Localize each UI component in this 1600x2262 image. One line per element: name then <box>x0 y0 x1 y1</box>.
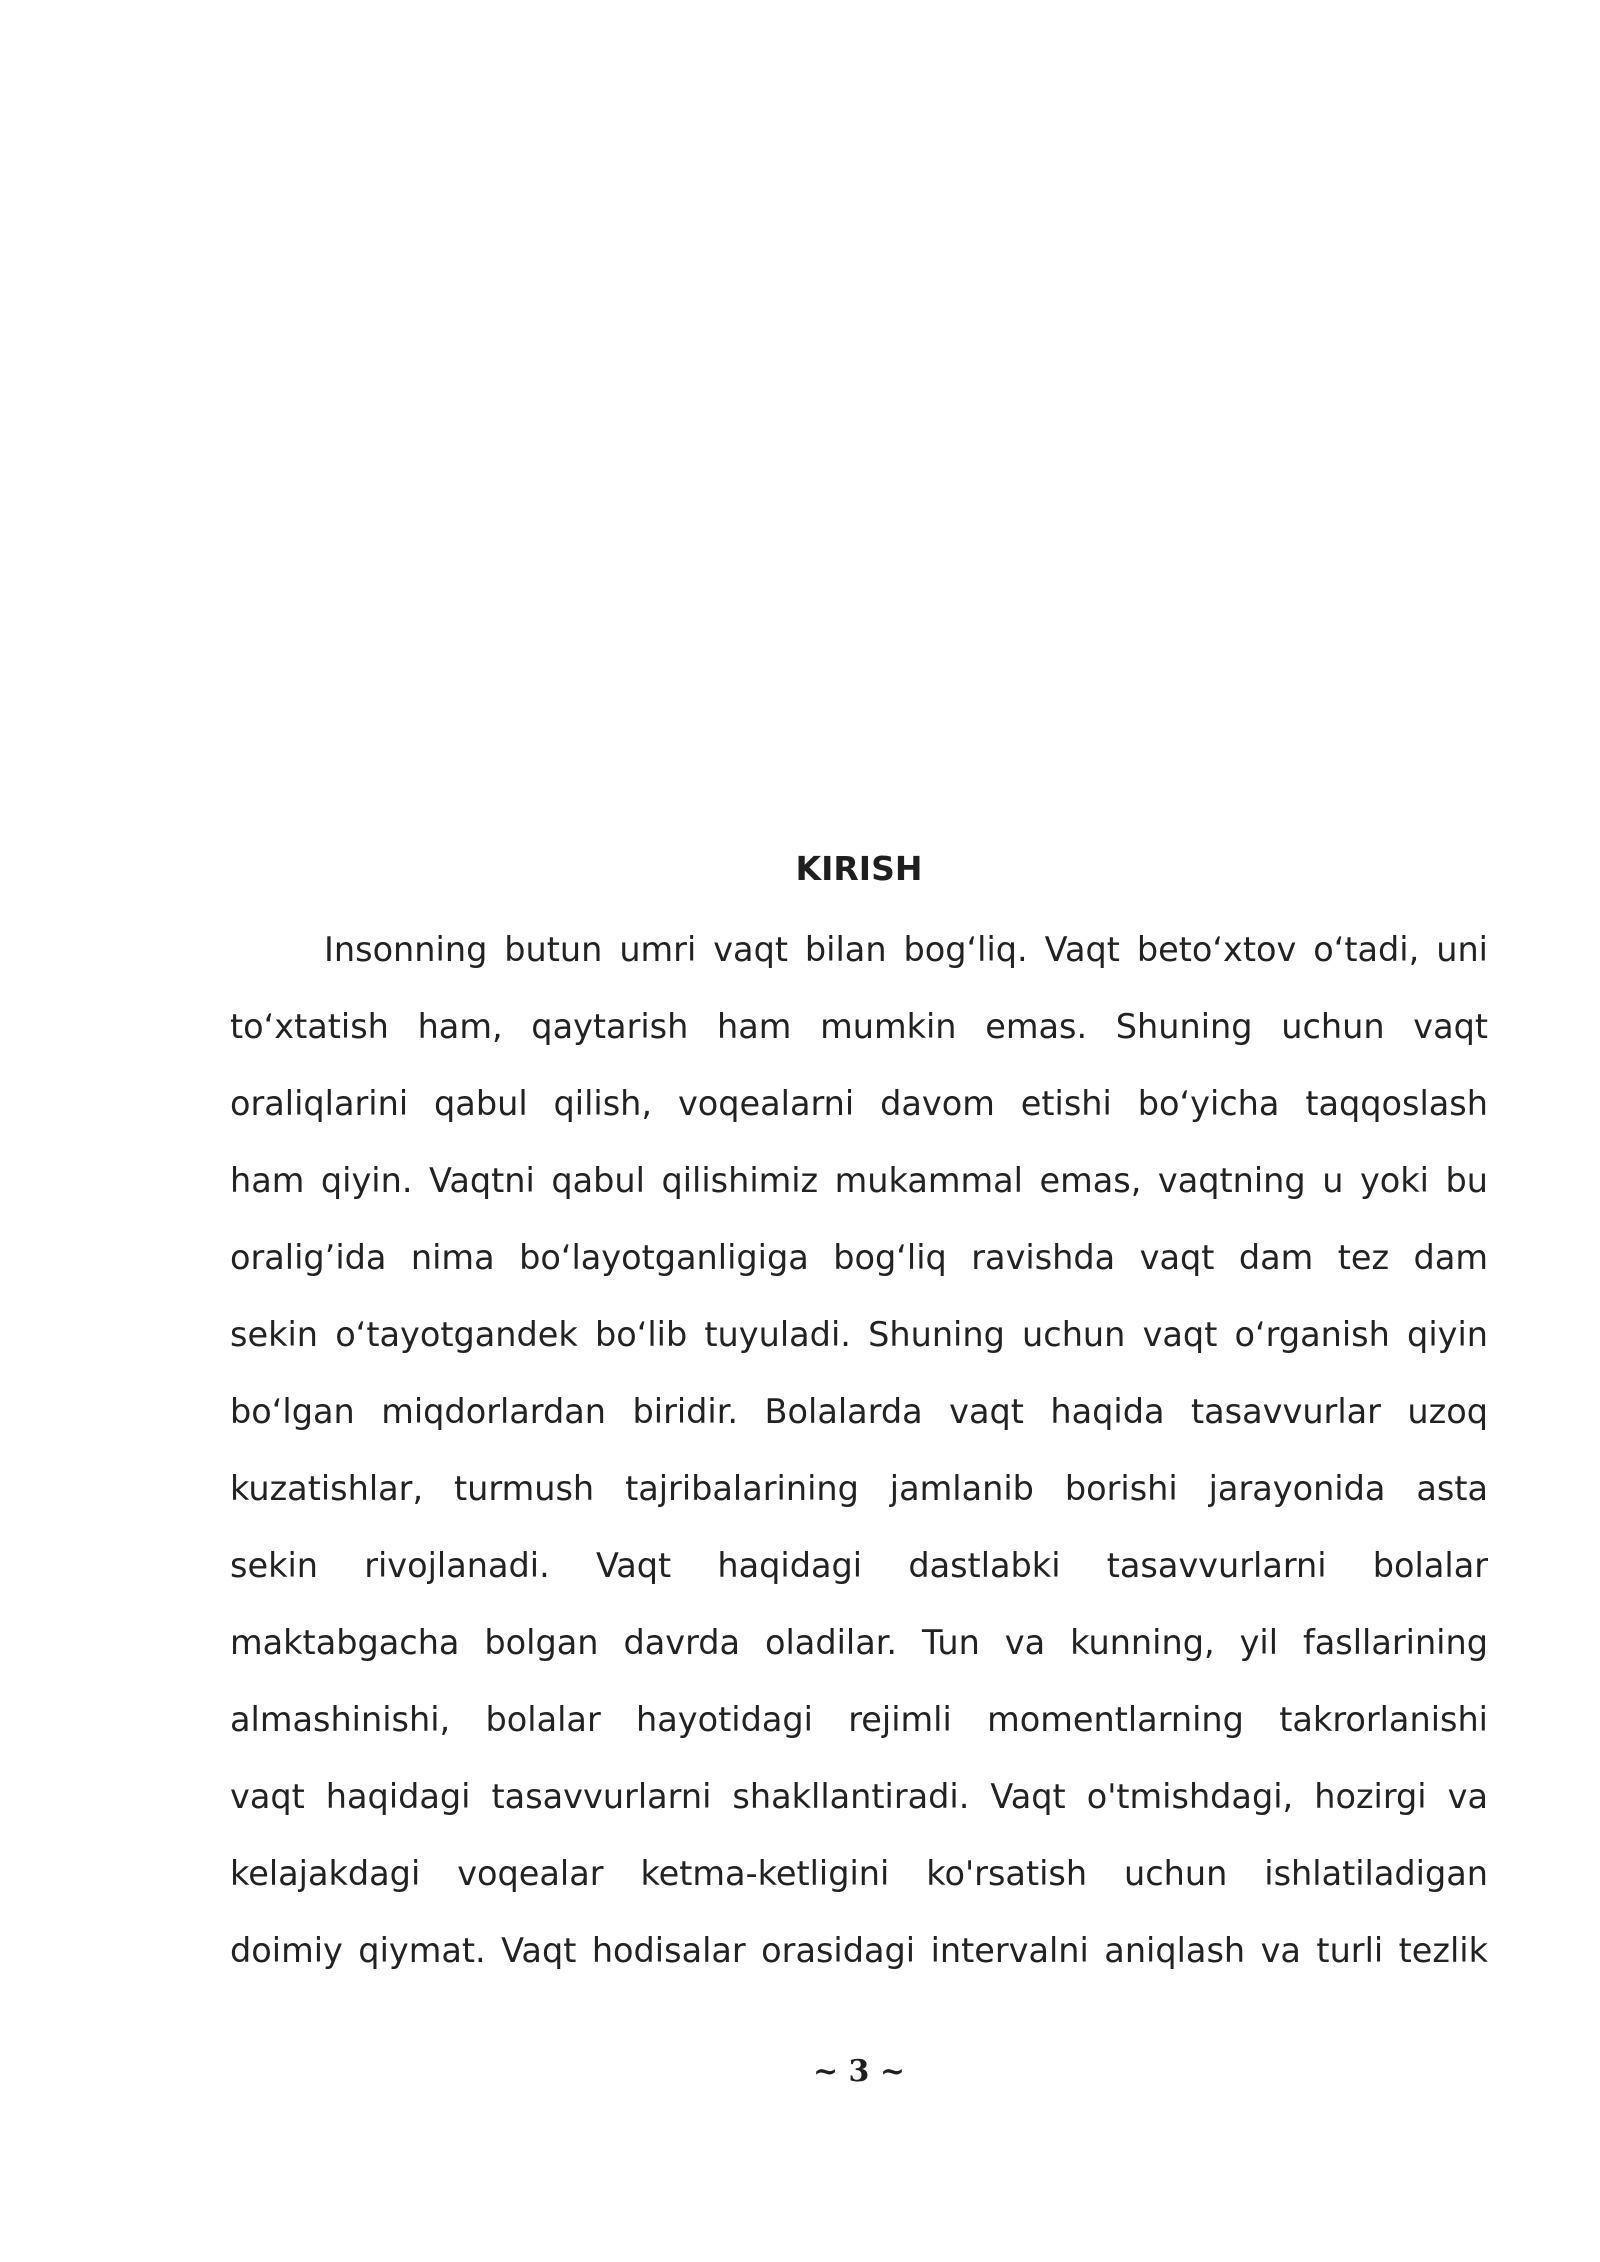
section-heading: KIRISH <box>795 849 923 888</box>
paragraph-line: oraliqlarini qabul qilish, voqealarni davom etishi bo‘yicha taqqoslash <box>230 1084 1488 1123</box>
paragraph-line: Insonning butun umri vaqt bilan bog‘liq. Vaqt beto‘xtov o‘tadi, uni <box>324 930 1488 969</box>
paragraph-line: vaqt haqidagi tasavvurlarni shakllantiradi. Vaqt o'tmishdagi, hozirgi va <box>230 1777 1488 1816</box>
body-paragraph <box>230 922 1488 2000</box>
paragraph-line: ham qiyin. Vaqtni qabul qilishimiz mukammal emas, vaqtning u yoki bu <box>230 1161 1488 1200</box>
paragraph-line: oralig’ida nima bo‘layotganligiga bog‘liq ravishda vaqt dam tez dam <box>230 1238 1488 1277</box>
paragraph-line: kelajakdagi voqealar ketma-ketligini ko'rsatish uchun ishlatiladigan <box>230 1854 1488 1893</box>
paragraph-line: doimiy qiymat. Vaqt hodisalar orasidagi intervalni aniqlash va turli tezlik <box>230 1931 1488 1970</box>
paragraph-line: almashinishi, bolalar hayotidagi rejimli momentlarning takrorlanishi <box>230 1700 1488 1739</box>
page-number: ~ 3 ~ <box>812 2054 906 2089</box>
paragraph-line: kuzatishlar, turmush tajribalarining jamlanib borishi jarayonida asta <box>230 1469 1488 1508</box>
paragraph-line: to‘xtatish ham, qaytarish ham mumkin emas. Shuning uchun vaqt <box>230 1007 1488 1046</box>
paragraph-line: maktabgacha bolgan davrda oladilar. Tun va kunning, yil fasllarining <box>230 1623 1488 1662</box>
paragraph-line: bo‘lgan miqdorlardan biridir. Bolalarda vaqt haqida tasavvurlar uzoq <box>230 1392 1488 1431</box>
paragraph-line: sekin o‘tayotgandek bo‘lib tuyuladi. Shuning uchun vaqt o‘rganish qiyin <box>230 1315 1488 1354</box>
paragraph-line: sekin rivojlanadi. Vaqt haqidagi dastlabki tasavvurlarni bolalar <box>230 1546 1488 1585</box>
